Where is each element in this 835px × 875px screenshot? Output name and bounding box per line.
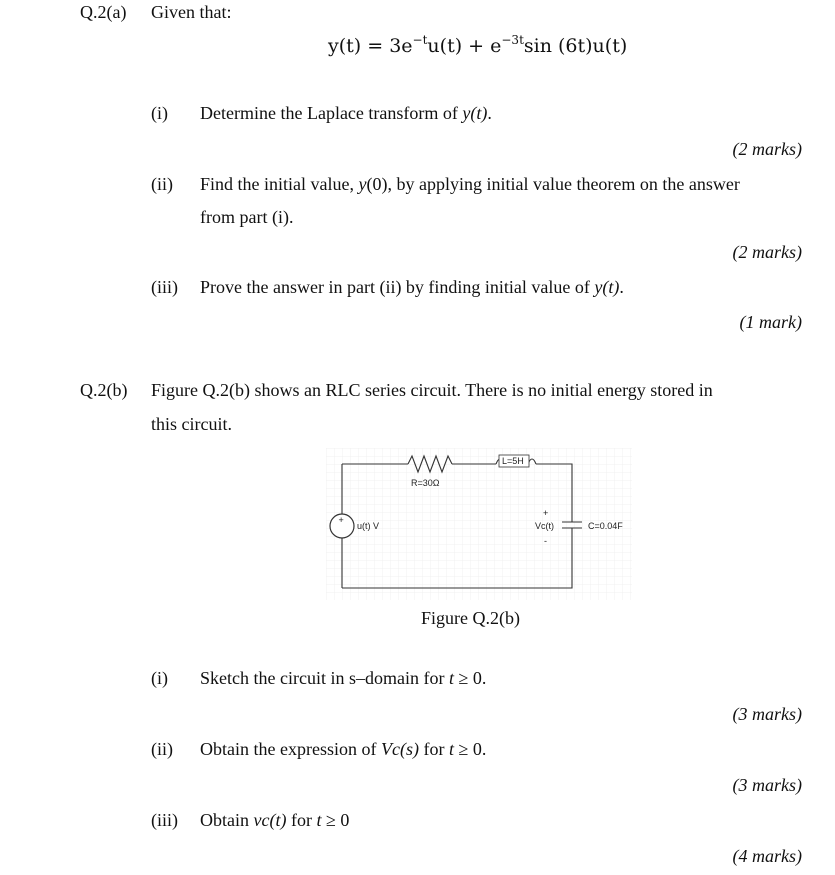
- part-text: [200, 103, 492, 124]
- part-text-fn: vc(t): [253, 810, 287, 830]
- part-number: (iii): [151, 277, 178, 297]
- part-text-line2: from part (i).: [200, 207, 294, 227]
- marks-label: [733, 704, 803, 725]
- part-text-cond: t: [448, 739, 454, 759]
- question-label-q2b: Q.2(b): [80, 380, 128, 400]
- marks-label: [733, 242, 803, 263]
- marks-text: (2 marks): [732, 139, 802, 159]
- marks-text: (1 mark): [739, 312, 802, 332]
- part-text-var: y: [358, 174, 367, 194]
- part-text-post: .: [619, 277, 624, 297]
- part-text-var: y(t): [594, 277, 620, 297]
- part-text-cond-post: ≥ 0.: [453, 668, 487, 688]
- part-text-cond-post: ≥ 0.: [453, 739, 487, 759]
- part-number: (i): [151, 103, 168, 123]
- capacitor-label: C=0.04F: [588, 521, 623, 531]
- part-text: [200, 174, 740, 195]
- marks-text: (2 marks): [732, 242, 802, 262]
- part-text-var: y(t): [462, 103, 488, 123]
- equation-exponent-2: −3t: [501, 33, 524, 47]
- part-text: [200, 668, 486, 689]
- part-number: (iii): [151, 810, 178, 830]
- equation-lhs: y(t) = 3e: [328, 35, 413, 57]
- marks-label: [733, 775, 803, 796]
- q2b-text-line2: this circuit.: [151, 414, 232, 434]
- marks-text: (3 marks): [732, 704, 802, 724]
- part-text-cond-post: ≥ 0: [321, 810, 350, 830]
- part-text-pre: Sketch the circuit in s–domain for: [200, 668, 449, 688]
- marks-label: [733, 846, 803, 867]
- part-number: (ii): [151, 739, 173, 759]
- part-text-cond: t: [316, 810, 322, 830]
- part-text: [200, 739, 486, 760]
- vc-plus-sign: +: [543, 508, 549, 518]
- resistor-label: R=30Ω: [411, 478, 440, 488]
- given-intro: Given that:: [151, 2, 232, 22]
- part-text-cond: t: [448, 668, 454, 688]
- part-text-pre: Find the initial value,: [200, 174, 359, 194]
- vc-minus-sign: -: [544, 536, 547, 546]
- part-text-pre: Obtain the expression of: [200, 739, 381, 759]
- q2b-text-line1: Figure Q.2(b) shows an RLC series circuit. There is no initial energy stored in: [151, 380, 713, 400]
- part-text-pre: Prove the answer in part (ii) by finding initial value of: [200, 277, 595, 297]
- equation-exponent-1: −t: [412, 33, 428, 47]
- marks-text: (4 marks): [732, 846, 802, 866]
- equation-y-of-t: [328, 35, 627, 57]
- part-number: (ii): [151, 174, 173, 194]
- part-text-post: .: [487, 103, 492, 123]
- question-label-q2a: Q.2(a): [80, 2, 127, 22]
- equation-mid: u(t) + e: [427, 35, 502, 57]
- inductor-label: L=5H: [502, 456, 524, 466]
- vc-label: Vc(t): [535, 521, 554, 531]
- part-text-post: (0), by applying initial value theorem on the answer: [366, 174, 740, 194]
- part-number: (i): [151, 668, 168, 688]
- source-label: u(t) V: [357, 521, 380, 531]
- part-text-pre: Obtain: [200, 810, 254, 830]
- marks-text: (3 marks): [732, 775, 802, 795]
- part-text-pre: Determine the Laplace transform of: [200, 103, 463, 123]
- part-text: [200, 277, 624, 298]
- marks-label: [740, 312, 802, 333]
- figure-caption: Figure Q.2(b): [421, 608, 520, 628]
- equation-rhs: sin (6t)u(t): [523, 35, 628, 57]
- marks-label: [733, 139, 803, 160]
- part-text-mid: for: [286, 810, 317, 830]
- source-plus-sign: +: [338, 515, 344, 525]
- part-text-mid: for: [418, 739, 449, 759]
- part-text-fn: Vc(s): [380, 739, 419, 759]
- rlc-circuit-diagram: [326, 448, 632, 600]
- part-text: [200, 810, 349, 831]
